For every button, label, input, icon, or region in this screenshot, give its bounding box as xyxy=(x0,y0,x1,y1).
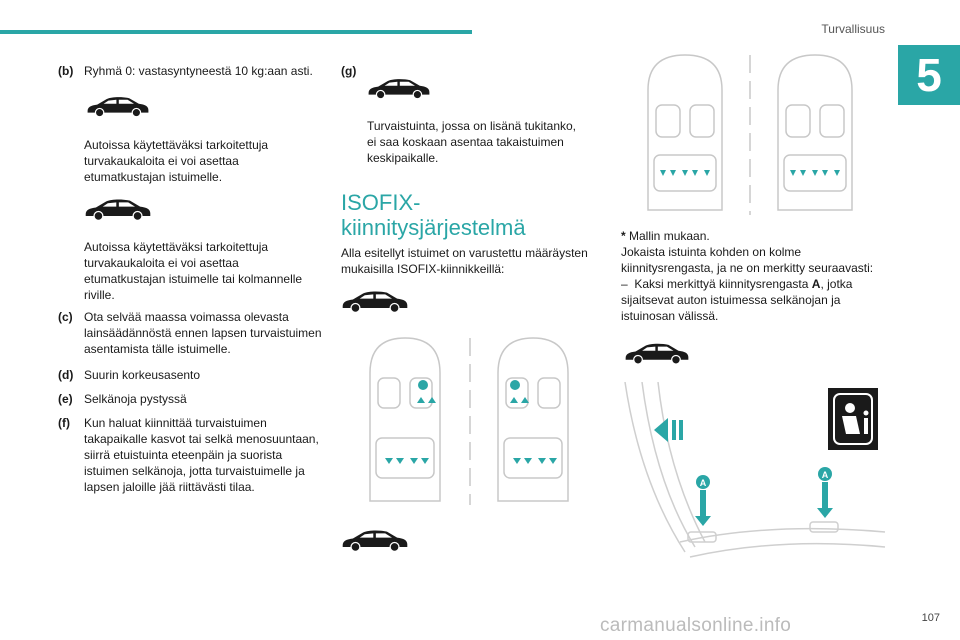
item-g-text: Turvaistuinta, jossa on lisänä tukitanko, ei saa koskaan asentaa takaistuimen keskipaikalle. xyxy=(367,119,576,165)
seat-diagram-right xyxy=(640,50,870,220)
item-c: (c) Ota selvää maassa voimassa olevasta lainsäädännöstä ennen lapsen turvaistuimen asentamista tälle istuimelle. xyxy=(58,310,322,356)
page-number: 107 xyxy=(921,612,940,624)
anchor-marker-a: A xyxy=(821,470,829,480)
header-bar xyxy=(0,30,472,34)
car-silhouette-icon xyxy=(341,526,409,556)
isofix-heading: ISOFIX- kiinnitysjärjestelmä xyxy=(341,190,526,240)
section-title: Turvallisuus xyxy=(821,22,885,36)
car-silhouette-icon xyxy=(84,196,152,224)
note-2: Autoissa käytettäväksi tarkoitettuja turvakaukaloita ei voi asettaa etumatkustajan istuimelle tai kolmannelle riville. xyxy=(84,240,303,302)
item-b: (b) Ryhmä 0: vastasyntyneestä 10 kg:aan asti. xyxy=(58,64,313,78)
isofix-icon xyxy=(828,388,878,450)
isofix-intro: Alla esitellyt istuimet on varustettu määräysten mukaisilla ISOFIX-kiinnikkeillä: xyxy=(341,246,588,276)
item-f: (f) Kun haluat kiinnittää turvaistuimen takapaikalle kasvot tai selkä menosuuntaan, siirrä etuistuinta eteenpäin ja suorista istuimen selkänoja, jotta turvaistuimelle ja lapsen jaloille jää riittävästi tilaa. xyxy=(58,416,319,494)
footnote: * Mallin mukaan. xyxy=(621,229,710,243)
watermark: carmanualsonline.info xyxy=(600,615,792,636)
chapter-number: 5 xyxy=(898,45,960,105)
car-silhouette-icon xyxy=(367,75,431,103)
car-silhouette-icon xyxy=(86,93,150,121)
anchor-description: Jokaista istuinta kohden on kolme kiinnitysrengasta, ja ne on merkitty seuraavasti: – Kaksi merkittyä kiinnitysrengasta A, jotka sijaitsevat auton istuimessa selkänojan ja istuinosan välissä. xyxy=(621,245,874,323)
anchor-marker-a: A xyxy=(699,478,707,488)
note-1: Autoissa käytettäväksi tarkoitettuja turvakaukaloita ei voi asettaa etumatkustajan istuimelle. xyxy=(84,138,269,184)
item-d: (d) Suurin korkeusasento xyxy=(58,368,201,382)
car-silhouette-icon xyxy=(341,287,409,317)
car-silhouette-icon xyxy=(624,339,690,369)
seat-diagram-left xyxy=(360,333,590,513)
item-e: (e) Selkänoja pystyssä xyxy=(58,392,187,406)
anchor-illustration xyxy=(620,382,890,572)
item-g-label: (g) xyxy=(341,64,357,78)
